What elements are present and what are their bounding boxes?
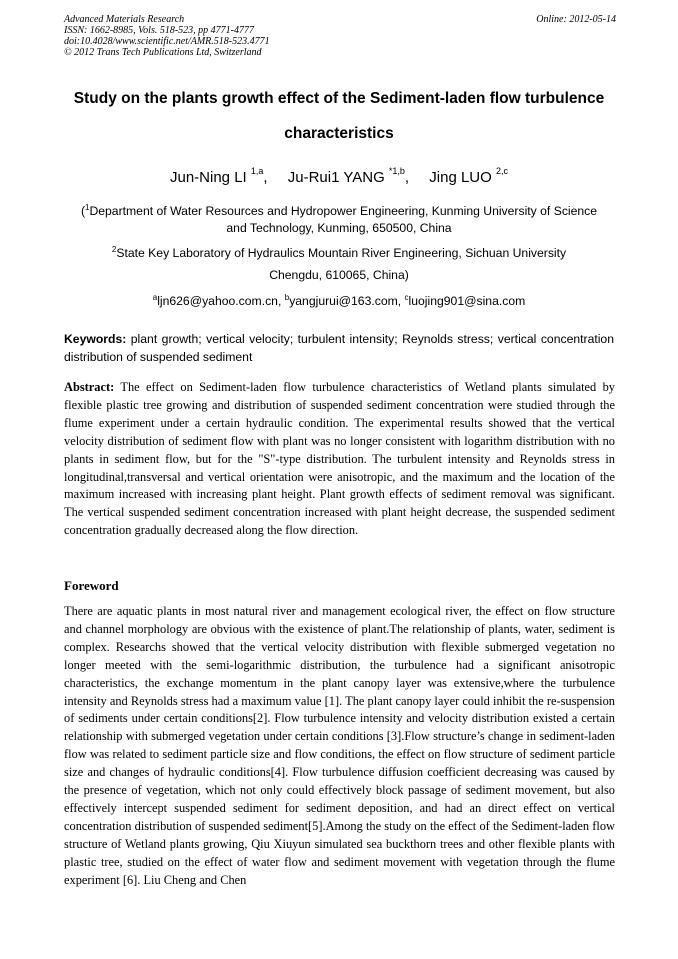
journal-copyright: © 2012 Trans Tech Publications Ltd, Switzerland: [64, 47, 262, 58]
abstract: [64, 379, 615, 540]
email-b: yangjurui@163.com,: [289, 294, 405, 309]
affiliation-1-line2: and Technology, Kunming, 650500, China: [226, 221, 452, 235]
email-a: ljn626@yahoo.com.cn,: [157, 294, 285, 309]
abstract-text: The effect on Sediment-laden flow turbulence characteristics of Wetland plants simulated by flexible plastic tree growing and distribution of suspended sediment concentration were studied through the flume experiment under a certain hydraulic condition. The experimental results showed that the vertical velocity distribution of sediment flow with plant was no longer consistent with logarithm distribution with no plants in sediment flow, but for the "S"-type distribution. The turbulent intensity and Reynolds stress in longitudinal,transversal and vertical orientation were anisotropic, and the maximum and the location of the maximum increased with increasing plant height. Plant growth effects of sediment removal was significant. The vertical suspended sediment concentration increased with plant height decrease, the suspended sediment concentration gradually decreased along the flow direction.: [64, 380, 615, 538]
keywords: [64, 330, 614, 366]
author-1: Jun-Ning LI $^{1,a}$,: [170, 166, 268, 186]
author-2: Ju-Rui1 YANG $^{*1,b}$,: [287, 166, 410, 186]
email-line: $^a$ljn626@yahoo.com.cn, $^b$yangjurui@163.com, $^c$luojing901@sina.com: [152, 293, 526, 309]
journal-doi: doi:10.4028/www.scientific.net/AMR.518-523.4771: [64, 36, 270, 47]
paper-title-line2: characteristics: [284, 125, 394, 142]
abstract-label: Abstract:: [64, 380, 115, 394]
author-2-sup: *1,b: [388, 166, 405, 176]
affiliation-2-line2: Chengdu, 610065, China): [269, 268, 409, 282]
affiliation-2-line1: $^2$State Key Laboratory of Hydraulics Mountain River Engineering, Sichuan University: [111, 245, 567, 261]
affiliation-1-line1: ($^1$Department of Water Resources and Hydropower Engineering, Kunming University of Science: [80, 203, 598, 219]
journal-name: Advanced Materials Research: [64, 14, 185, 25]
foreword-heading: Foreword: [64, 578, 119, 593]
author-3-sup: 2,c: [495, 166, 508, 176]
keywords-text: plant growth; vertical velocity; turbulent intensity; Reynolds stress; vertical concentration distribution of suspended sediment: [64, 332, 614, 364]
foreword-text: There are aquatic plants in most natural river and management ecological river, the effect on flow structure and channel morphology are obvious with the existence of plant.The relationship of plants, water, sediment is complex. Researchs showed that the vertical velocity distribution with flexible submerged vegetation no longer meeted with the semi-logarithmic distribution, the turbulence had a significant anisotropic characteristics, the exchange momentum in the plant canopy layer was extensive,where the turbulence intensity and Reynolds stress had a maximum value [1]. The plant canopy layer could inhibit the re-suspension of sediments under certain conditions[2]. Flow turbulence intensity and velocity distribution existed a certain relationship with submerged vegetation under certain conditions [3].Flow structure’s change in sediment-laden flow was related to sediment particle size and flow conditions, the effect on flow structure of sediment particle size and changes of hydraulic conditions[4]. Flow turbulence diffusion coefficient decreasing was caused by the presence of vegetation, which not only could effectively block passage of sediment movement, but also effectively intercept suspended sediment for sediment deposition, and had an direct effect on vertical concentration distribution of suspended sediment[5].Among the study on the effect of the Sediment-laden flow structure of Wetland plants growing, Qiu Xiuyun simulated sea buckthorn trees and other flexible plants with plastic tree, studied on the effect of water flow and sediment movement with vegetation through the flume experiment [6]. Liu Cheng and Chen: [64, 604, 615, 887]
email-c: luojing901@sina.com: [408, 294, 526, 309]
online-date: Online: 2012-05-14: [536, 14, 616, 25]
keywords-label: Keywords:: [64, 332, 127, 346]
paper-title-line1: Study on the plants growth effect of the Sediment-laden flow turbulence: [73, 90, 605, 107]
author-3: Jing LUO $^{2,c}$: [429, 166, 508, 186]
author-1-sup: 1,a: [250, 166, 264, 176]
journal-issn: ISSN: 1662-8985, Vols. 518-523, pp 4771-4777: [64, 25, 254, 36]
author-list: [0, 168, 678, 186]
journal-header: [64, 14, 624, 58]
